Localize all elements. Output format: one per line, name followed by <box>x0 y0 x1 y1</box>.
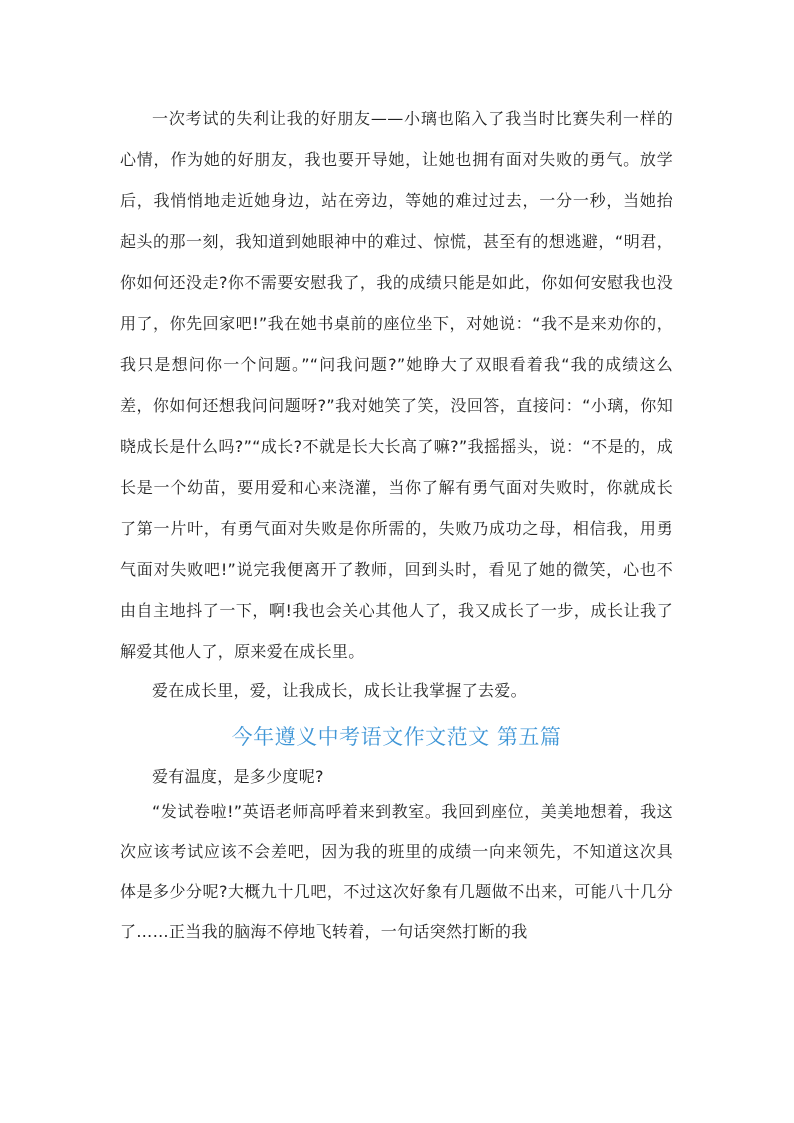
document-body <box>120 98 673 952</box>
section-heading: 今年遵义中考语文作文范文 第五篇 <box>231 725 562 749</box>
body-paragraph: 一次考试的失利让我的好朋友——小璃也陷入了我当时比赛失利一样的心情，作为她的好朋友，我也要开导她，让她也拥有面对失败的勇气。放学后，我悄悄地走近她身边，站在旁边，等她的难过过去，一分一秒，当她抬起头的那一刻，我知道到她眼神中的难过、惊慌，甚至有的想逃避，“明君，你如何还没走?你不需要安慰我了，我的成绩只能是如此，你如何安慰我也没用了，你先回家吧!”我在她书桌前的座位坐下，对她说：“我不是来劝你的，我只是想问你一个问题。”“问我问题?”她睁大了双眼看着我“我的成绩这么差，你如何还想我问问题呀?”我对她笑了笑，没回答，直接问：“小璃，你知晓成长是什么吗?”“成长?不就是长大长高了嘛?”我摇摇头，说：“不是的，成长是一个幼苗，要用爱和心来浇灌，当你了解有勇气面对失败时，你就成长了第一片叶，有勇气面对失败是你所需的，失败乃成功之母，相信我，用勇气面对失败吧!”说完我便离开了教师，回到头时，看见了她的微笑，心也不由自主地抖了一下，啊!我也会关心其他人了，我又成长了一步，成长让我了解爱其他人了，原来爱在成长里。 <box>120 109 673 661</box>
body-paragraph: “发试卷啦!”英语老师高呼着来到教室。我回到座位，美美地想着，我这次应该考试应该不会差吧，因为我的班里的成绩一向来领先，不知道这次具体是多少分呢?大概九十几吧，不过这次好象有几题做不出来，可能八十几分了……正当我的脑海不停地飞转着，一句话突然打断的我 <box>120 802 673 941</box>
body-paragraph: 爱有温度，是多少度呢? <box>152 767 324 786</box>
body-paragraph: 爱在成长里，爱，让我成长，成长让我掌握了去爱。 <box>152 681 527 700</box>
